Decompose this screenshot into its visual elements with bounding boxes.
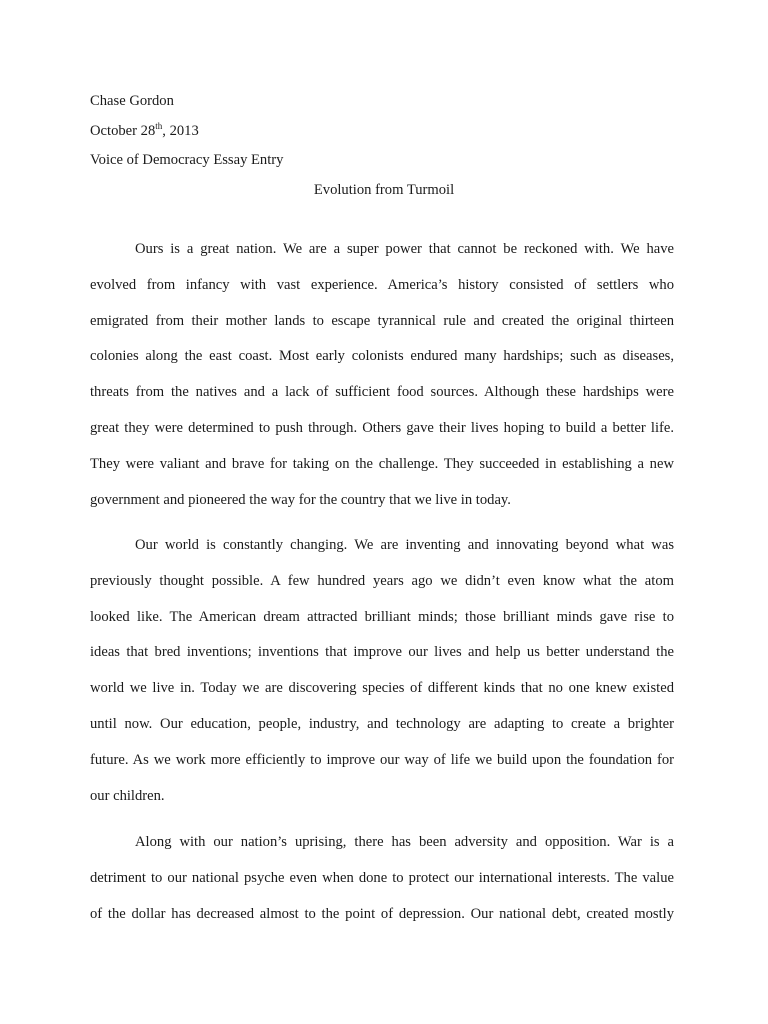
body-line: colonies along the east coast. Most early colonists endured many hardships; such as diseases, bbox=[90, 348, 674, 364]
body-line: our children. bbox=[90, 788, 165, 804]
body-line: detriment to our national psyche even when done to protect our international interests. The value bbox=[90, 870, 674, 886]
essay-date bbox=[90, 122, 199, 140]
body-line: Along with our nation’s uprising, there has been adversity and opposition. War is a bbox=[135, 834, 674, 850]
body-line: future. As we work more efficiently to improve our way of life we build upon the foundation for bbox=[90, 752, 674, 768]
body-line: world we live in. Today we are discovering species of different kinds that no one knew existed bbox=[90, 680, 674, 696]
essay-entry-label: Voice of Democracy Essay Entry bbox=[90, 152, 284, 168]
body-line: emigrated from their mother lands to escape tyrannical rule and created the original thirteen bbox=[90, 313, 674, 329]
body-line: Ours is a great nation. We are a super power that cannot be reckoned with. We have bbox=[135, 241, 674, 257]
body-line: great they were determined to push through. Others gave their lives hoping to build a better life. bbox=[90, 420, 674, 436]
body-line: Our world is constantly changing. We are inventing and innovating beyond what was bbox=[135, 537, 674, 553]
body-line: They were valiant and brave for taking on the challenge. They succeeded in establishing a new bbox=[90, 456, 674, 472]
essay-title: Evolution from Turmoil bbox=[313, 182, 455, 198]
body-line: government and pioneered the way for the country that we live in today. bbox=[90, 492, 511, 508]
body-line: evolved from infancy with vast experience. America’s history consisted of settlers who bbox=[90, 277, 674, 293]
author-name: Chase Gordon bbox=[90, 93, 174, 109]
body-line: of the dollar has decreased almost to the point of depression. Our national debt, created mostly bbox=[90, 906, 674, 922]
body-line: looked like. The American dream attracted brilliant minds; those brilliant minds gave rise to bbox=[90, 609, 674, 625]
body-line: threats from the natives and a lack of sufficient food sources. Although these hardships were bbox=[90, 384, 674, 400]
date-year: , 2013 bbox=[162, 123, 199, 139]
date-month-day: October 28 bbox=[90, 123, 156, 139]
body-line: until now. Our education, people, industry, and technology are adapting to create a brighter bbox=[90, 716, 674, 732]
body-line: ideas that bred inventions; inventions that improve our lives and help us better understand the bbox=[90, 644, 674, 660]
date-suffix: th bbox=[155, 121, 163, 132]
body-line: previously thought possible. A few hundred years ago we didn’t even know what the atom bbox=[90, 573, 674, 589]
